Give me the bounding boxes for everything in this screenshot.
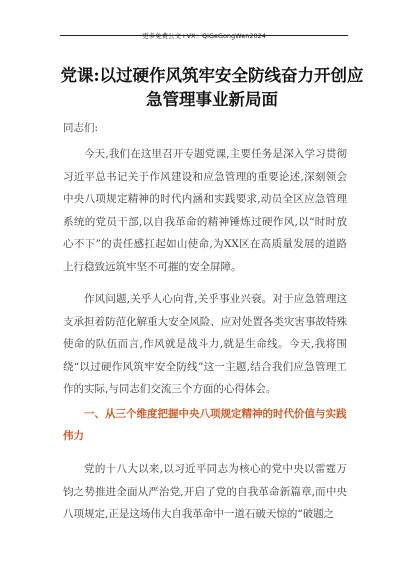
page-header [60, 23, 348, 40]
section-heading-1: 一、从三个维度把握中央八项规定精神的时代价值与实践伟力 [63, 408, 347, 442]
header-promo-text: 更多免费公文+VX：QiGeGongWen2024 [142, 32, 266, 40]
paragraph-intro: 今天,我们在这里召开专题党课,主要任务是深入学习贯彻习近平总书记关于作风建设和应急管理的重要论述,深刻领会中央八项规定精神的时代内涵和实践要求,动员全区应急管理系统的党员干部,以自我革命的精神锤炼过硬作风,以“时时放心不下”的责任感扛起如山使命,为XX区在高质量发展的道路上行稳致远筑牢坚不可摧的安全屏障。 [63, 148, 347, 273]
greeting: 同志们: [63, 122, 99, 134]
paragraph-section-1: 党的十八大以来,以习近平同志为核心的党中央以雷霆万钧之势推进全面从严治党,开启了党的自我革命新篇章,而中央八项规定,正是这场伟大自我革命中一道石破天惊的“破题之 [63, 463, 347, 520]
document-title: 党课:以过硬作风筑牢安全防线奋力开创应急管理事业新局面 [60, 66, 364, 109]
paragraph-theme: 作风问题,关乎人心向背,关乎事业兴衰。对于应急管理这支承担着防范化解重大安全风险、应对处置各类灾害事故特殊使命的队伍而言,作风就是战斗力,就是生命线。今天,我将围绕“以过硬作风筑牢安全防线”这一主题,结合我们应急管理工作的实际,与同志们交流三个方面的心得体会。 [63, 293, 347, 395]
